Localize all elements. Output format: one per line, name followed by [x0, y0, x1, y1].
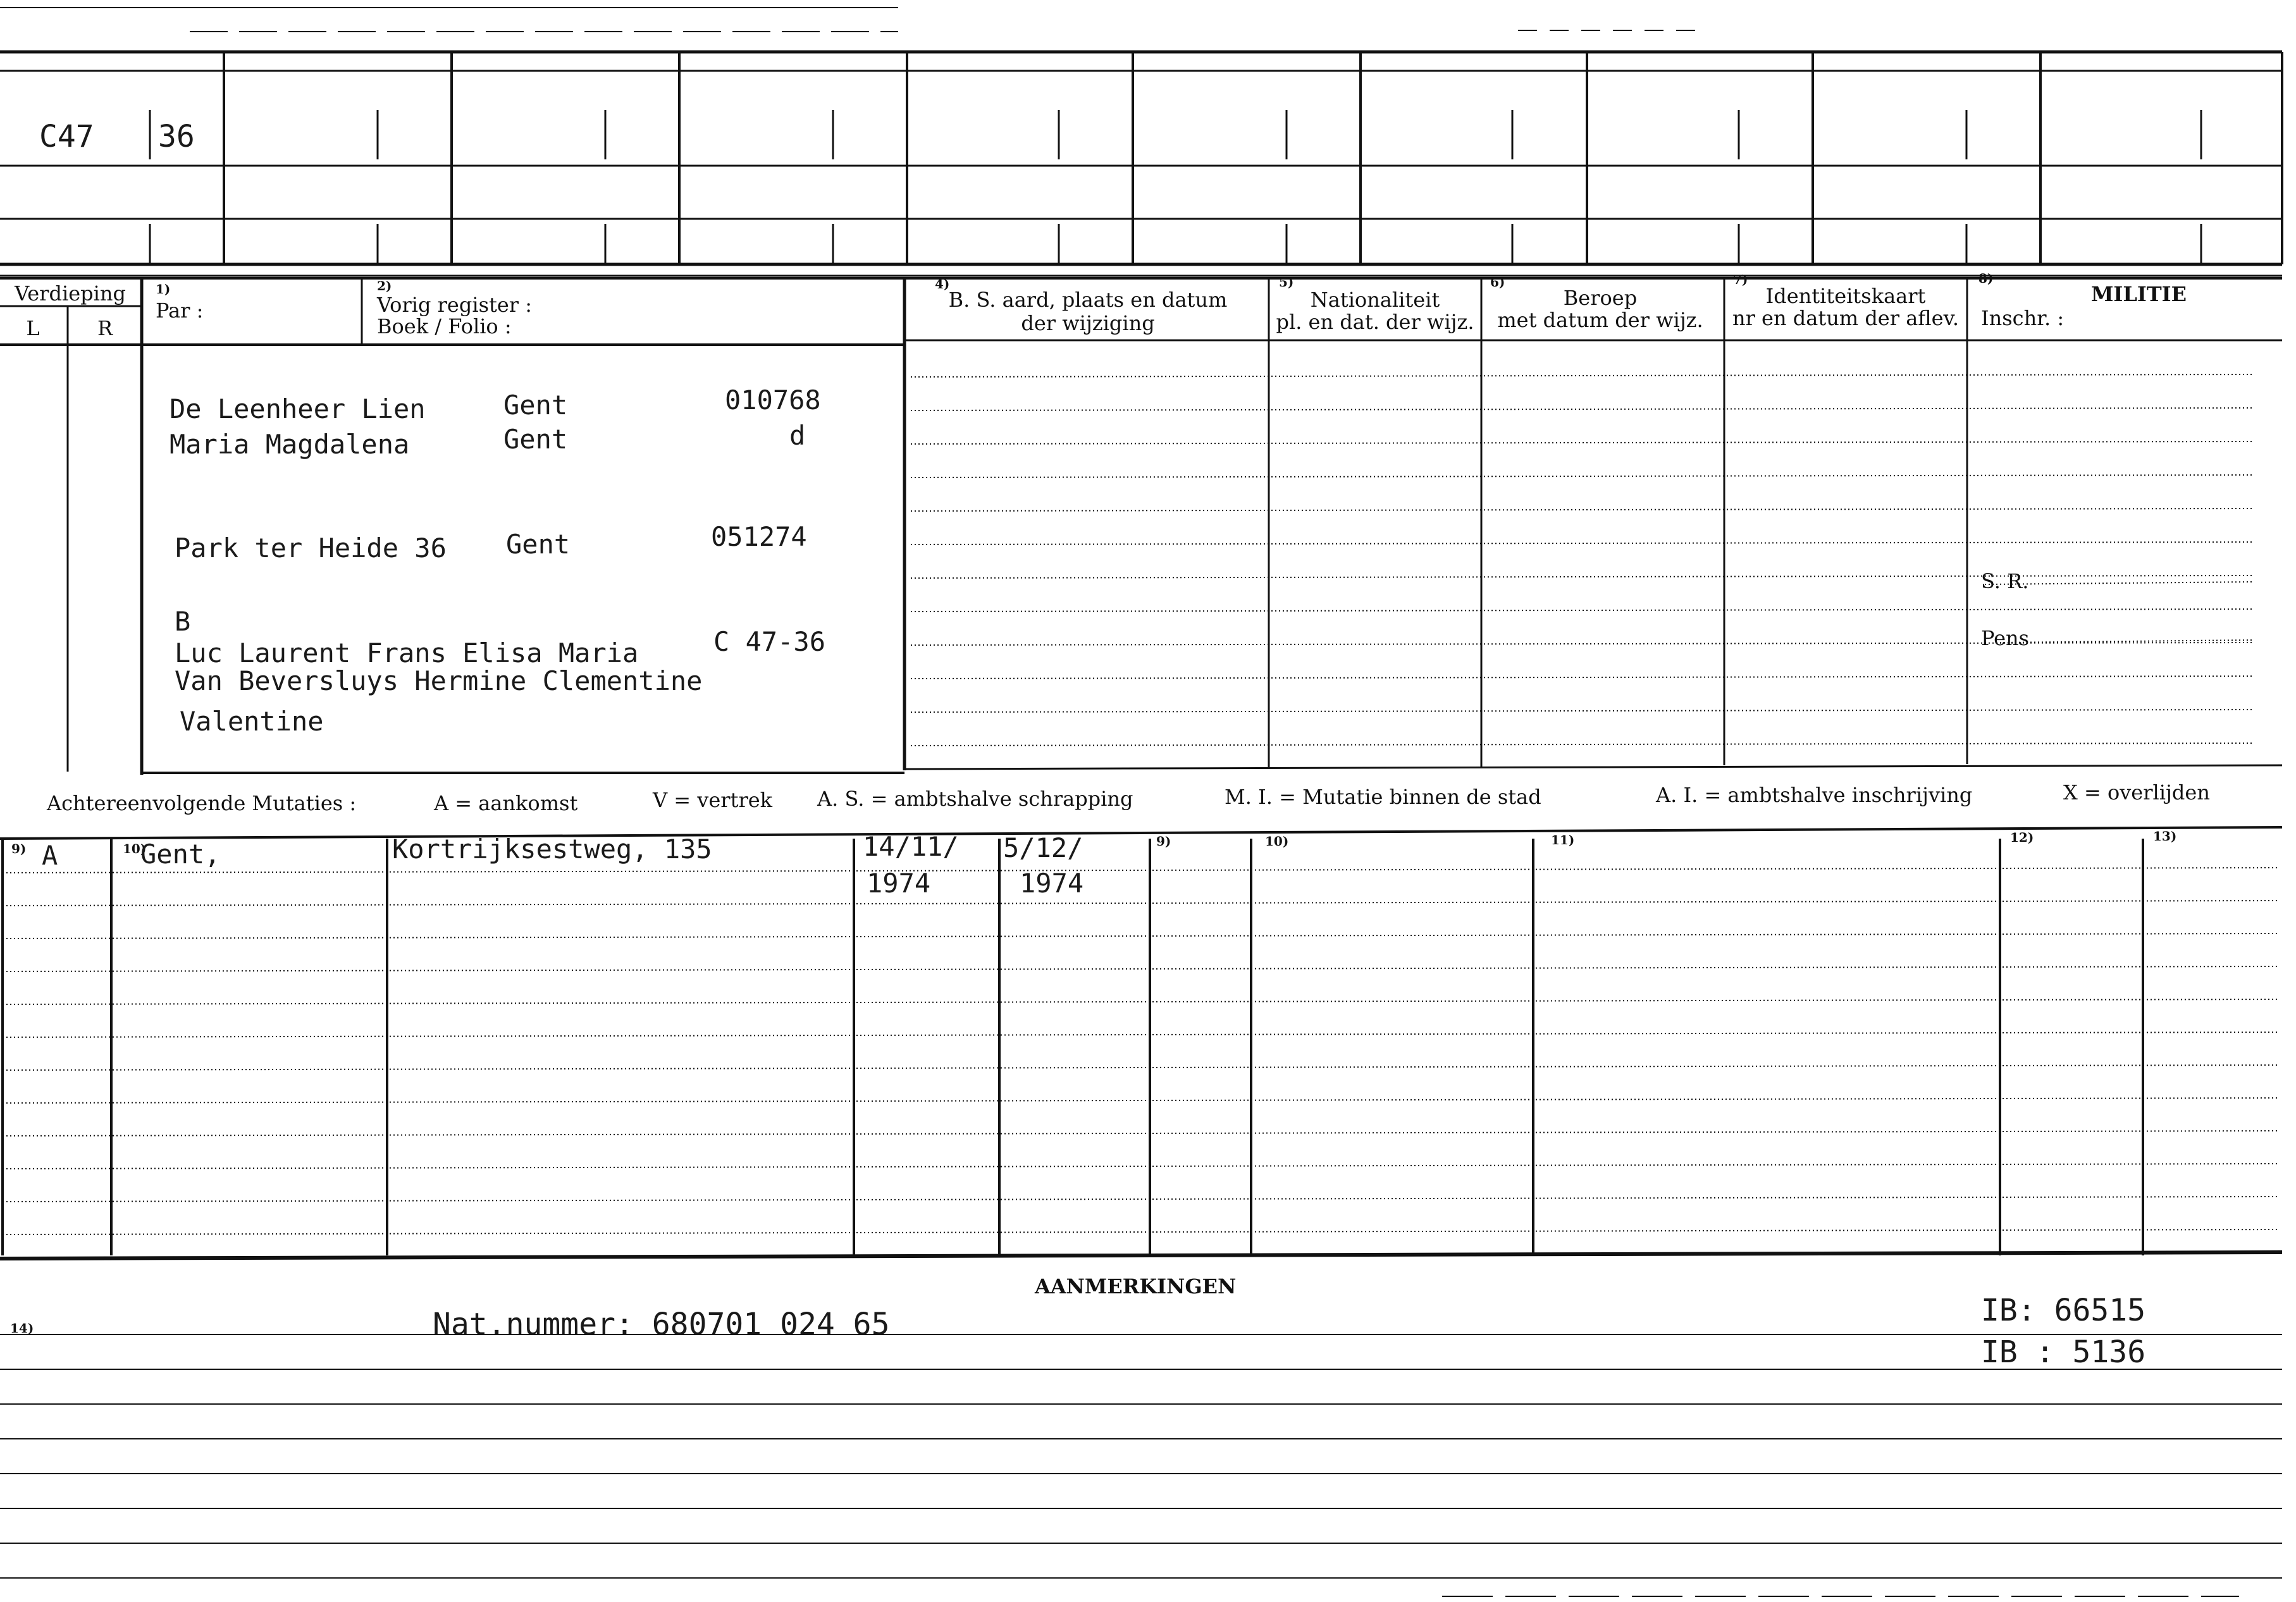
mutation-date2-line2: 1974	[1020, 868, 1084, 899]
mutations-dotted-line	[3, 966, 2277, 971]
mutation-col10b-number: 10)	[1265, 834, 1289, 849]
mutation-col9b-number: 9)	[1156, 834, 1171, 849]
address-city: Gent	[506, 529, 571, 560]
mutation-city: Gent,	[140, 839, 221, 870]
mutations-dotted-line	[3, 1065, 2277, 1070]
mutation-date1-line2: 1974	[867, 868, 931, 899]
remarks-title: AANMERKINGEN	[1035, 1274, 1237, 1298]
col5-number: 5)	[1279, 274, 1294, 290]
col4-number: 4)	[935, 276, 950, 292]
panel-dotted-line	[911, 441, 2252, 444]
mutations-bottom-line	[0, 1252, 2282, 1259]
ib-number-1: IB: 66515	[1981, 1293, 2146, 1328]
par-label: Par :	[156, 299, 204, 323]
mutations-dotted-line	[3, 1098, 2277, 1103]
mutation-date1-line1: 14/11/	[863, 831, 959, 862]
mutation-col11-number: 11)	[1551, 832, 1575, 847]
panel-dotted-line	[911, 374, 2252, 377]
panel-dotted-line	[911, 710, 2252, 712]
mutations-dotted-line	[3, 1164, 2277, 1169]
col6-number: 6)	[1490, 274, 1505, 290]
beroep-line1: Beroep	[1563, 286, 1638, 310]
mutation-type: A	[42, 840, 58, 871]
birth-place-1: Gent	[503, 390, 568, 421]
person-name-line2: Maria Magdalena	[170, 429, 410, 460]
mutation-col9-number: 9)	[11, 841, 27, 856]
pens-label: Pens	[1981, 626, 2030, 650]
mutations-top-line	[0, 827, 2282, 839]
national-number: Nat.nummer: 680701 024 65	[433, 1307, 890, 1342]
boek-folio-label: Boek / Folio :	[377, 314, 512, 338]
legend-aankomst: A = aankomst	[434, 791, 578, 815]
col1-number: 1)	[156, 281, 171, 297]
reference-code: C 47-36	[713, 626, 826, 657]
panel-dotted-line	[911, 743, 2252, 746]
nationaliteit-line1: Nationaliteit	[1310, 288, 1440, 312]
parents-line2: Van Beversluys Hermine Clementine	[175, 665, 703, 696]
remarks-number: 14)	[10, 1321, 34, 1336]
col7-number: 7)	[1733, 272, 1748, 287]
mutations-title: Achtereenvolgende Mutaties :	[47, 791, 357, 815]
parents-line3: Valentine	[180, 706, 324, 737]
panel-dotted-line	[911, 508, 2252, 511]
bs-header-line2: der wijziging	[1021, 311, 1155, 335]
address-date: 051274	[711, 521, 807, 552]
col2-number: 2)	[377, 278, 392, 293]
inschr-label: Inschr. :	[1981, 306, 2065, 330]
legend-vertrek: V = vertrek	[653, 788, 773, 812]
address: Park ter Heide 36	[175, 533, 447, 564]
person-name-line1: De Leenheer Lien	[170, 393, 426, 424]
mutation-col13-number: 13)	[2153, 829, 2177, 844]
mutations-dotted-line	[3, 1229, 2277, 1235]
block-code: C47	[39, 119, 94, 154]
col8-number: 8)	[1978, 271, 1994, 286]
mutation-date2-line1: 5/12/	[1003, 832, 1083, 863]
marker-b: B	[175, 606, 191, 637]
militie-label: MILITIE	[2091, 282, 2187, 306]
identiteitskaart-line2: nr en datum der aflev.	[1732, 306, 1960, 330]
mutations-dotted-line	[3, 868, 2277, 873]
panel-dotted-line	[911, 643, 2252, 645]
verdieping-label: Verdieping	[15, 281, 126, 305]
verdieping-r-label: R	[97, 316, 113, 340]
panel-dotted-line	[911, 542, 2252, 545]
sr-label: S. R.	[1981, 569, 2029, 593]
panel-dotted-line	[911, 408, 2252, 410]
parents-line1: Luc Laurent Frans Elisa Maria	[175, 638, 639, 669]
mutation-col12-number: 12)	[2010, 830, 2034, 845]
identiteitskaart-line1: Identiteitskaart	[1765, 284, 1926, 308]
panel-bottom-line	[904, 765, 2282, 769]
legend-ambtshalve-inschrijving: A. I. = ambtshalve inschrijving	[1656, 783, 1973, 807]
mutations-dotted-line	[3, 1197, 2277, 1202]
mutations-dotted-line	[3, 999, 2277, 1004]
legend-ambtshalve-schrapping: A. S. = ambtshalve schrapping	[817, 787, 1133, 811]
beroep-line2: met datum der wijz.	[1497, 308, 1703, 332]
mutation-col10-number: 10)	[123, 841, 147, 856]
verdieping-l-label: L	[26, 316, 40, 340]
panel-dotted-line	[911, 676, 2252, 679]
birth-place-2: Gent	[503, 424, 568, 455]
mutation-street: Kortrijksestweg, 135	[392, 834, 712, 865]
sex-marker: d	[789, 420, 806, 451]
mutations-dotted-line	[3, 1131, 2277, 1136]
mutations-dotted-line	[3, 933, 2277, 939]
legend-mutatie-binnen-stad: M. I. = Mutatie binnen de stad	[1225, 785, 1541, 809]
panel-dotted-line	[911, 475, 2252, 478]
legend-overlijden: X = overlijden	[2063, 780, 2210, 804]
nationaliteit-line2: pl. en dat. der wijz.	[1276, 310, 1474, 334]
house-number: 36	[158, 119, 195, 154]
ib-number-2: IB : 5136	[1981, 1334, 2146, 1370]
birth-date: 010768	[725, 385, 821, 416]
bs-header-line1: B. S. aard, plaats en datum	[948, 288, 1228, 312]
vorig-register-label: Vorig register :	[377, 293, 533, 317]
panel-dotted-line	[911, 609, 2252, 612]
mutations-dotted-line	[3, 901, 2277, 906]
panel-dotted-line	[911, 576, 2252, 578]
mutations-dotted-line	[3, 1032, 2277, 1037]
